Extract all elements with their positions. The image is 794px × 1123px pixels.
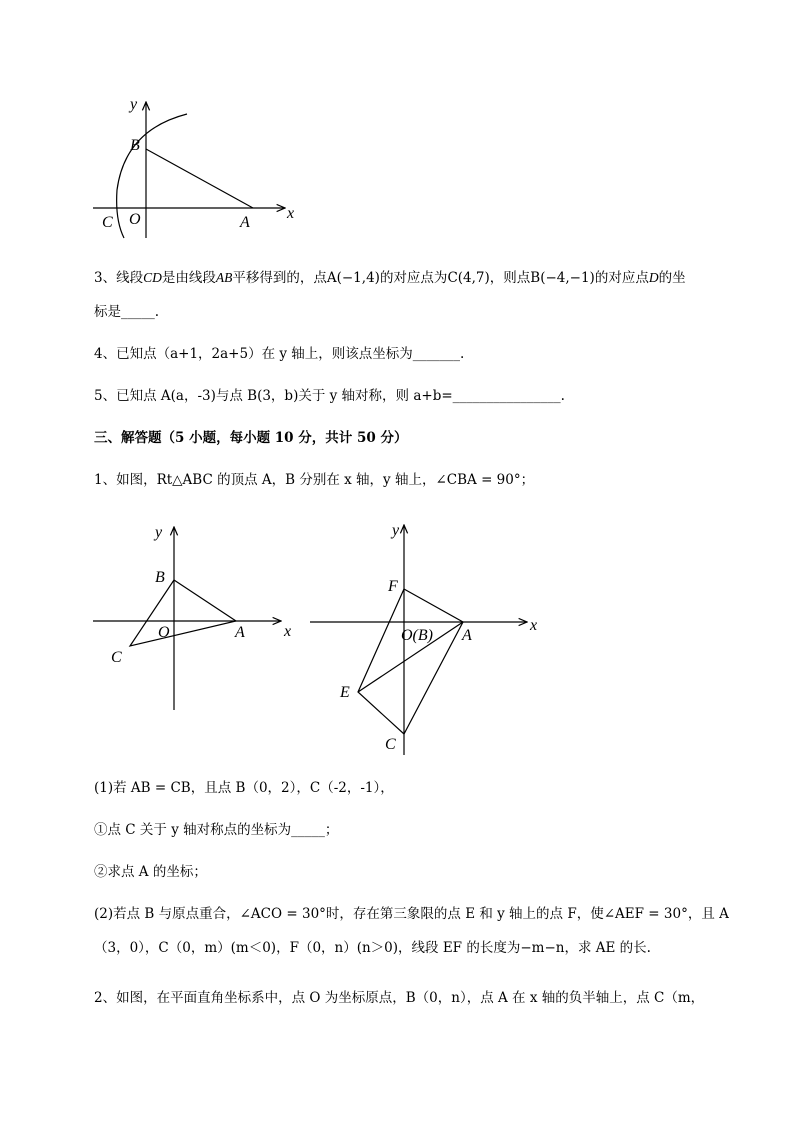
q3-point-c: C(4,7) <box>447 270 490 286</box>
q3-d: D <box>648 270 659 285</box>
question-5: 5、已知点 A(a，-3)与点 B(3，b)关于 y 轴对称，则 a+b=________________. <box>94 388 565 404</box>
problem-1-part-1-a: ①点 C 关于 y 轴对称点的坐标为_____； <box>94 822 339 838</box>
label-a: A <box>240 214 250 231</box>
arc <box>117 114 187 238</box>
segment-ba <box>146 149 253 208</box>
section-3-title: 三、解答题（5 小题，每小题 10 分，共计 50 分） <box>94 430 408 446</box>
problem-1-part-2-line2: （3，0），C（0，m）(m＜0)，F（0，n）(n＞0)，线段 EF 的长度为−m−n，求 AE 的长. <box>94 940 651 956</box>
q3-cd: CD <box>143 270 162 285</box>
label-x: x <box>530 617 538 634</box>
label-b: B <box>155 569 165 586</box>
q3-ab: AB <box>215 270 233 285</box>
label-y: y <box>130 96 138 113</box>
q3-text: 的对应点 <box>594 270 649 286</box>
question-3-line2: 标是_____. <box>94 304 160 320</box>
q3-text: 是由线段 <box>161 270 216 286</box>
label-f: F <box>388 578 398 595</box>
q3-text: 平移得到的，点 <box>232 270 327 286</box>
label-x: x <box>287 205 295 222</box>
label-e: E <box>340 684 350 701</box>
triangle-abc <box>130 580 236 646</box>
label-y: y <box>392 522 400 539</box>
label-c: C <box>102 214 113 231</box>
q3-point-a: A(−1,4) <box>326 270 380 286</box>
question-4: 4、已知点（a+1，2a+5）在 y 轴上，则该点坐标为_______. <box>94 346 465 362</box>
label-y: y <box>155 524 163 541</box>
label-x: x <box>284 623 292 640</box>
label-a: A <box>235 624 245 641</box>
figure-3 <box>305 515 555 760</box>
label-ob: O(B) <box>401 627 433 644</box>
q3-text: 的坐 <box>658 270 686 286</box>
quad-faec <box>358 589 463 734</box>
problem-1-part-2-line1: (2)若点 B 与原点重合，∠ACO = 30°时，存在第三象限的点 E 和 y 轴上的点 F，使∠AEF = 30°，且 A <box>94 906 729 922</box>
q3-point-b: B(−4,−1) <box>530 270 595 286</box>
label-c: C <box>111 649 122 666</box>
figure-1 <box>85 90 315 250</box>
problem-1-part-1: (1)若 AB = CB，且点 B（0，2），C（-2，-1）， <box>94 780 394 796</box>
label-o: O <box>129 211 141 228</box>
q3-text: ，则点 <box>489 270 531 286</box>
question-3 <box>94 268 686 288</box>
problem-2-intro: 2、如图，在平面直角坐标系中，点 O 为坐标原点，B（0，n），点 A 在 x 轴的负半轴上，点 C（m， <box>94 990 705 1006</box>
label-b: B <box>130 137 140 154</box>
label-c: C <box>385 736 396 753</box>
label-a: A <box>462 627 472 644</box>
label-o: O <box>158 624 170 641</box>
q3-text: 的对应点为 <box>379 270 448 286</box>
figure-2 <box>85 515 305 715</box>
problem-1-part-1-b: ②求点 A 的坐标； <box>94 864 207 880</box>
problem-1-intro: 1、如图，Rt△ABC 的顶点 A，B 分别在 x 轴，y 轴上，∠CBA = 90°； <box>94 472 535 488</box>
q3-text: 3、线段 <box>94 270 144 286</box>
